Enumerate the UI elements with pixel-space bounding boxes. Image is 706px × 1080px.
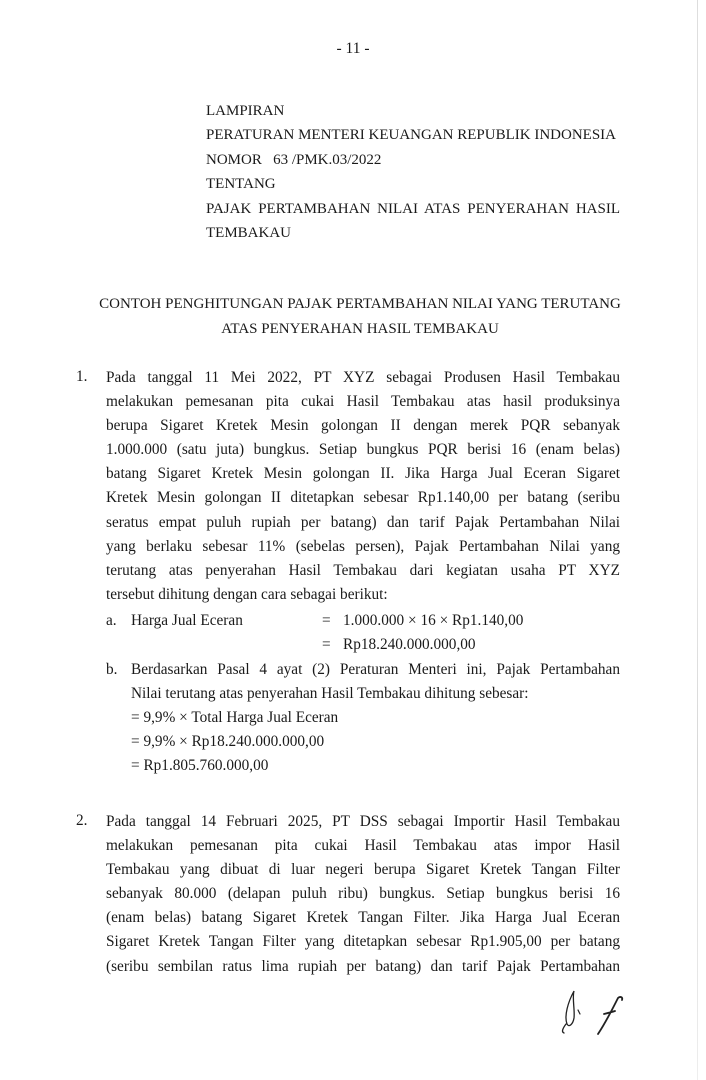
item1-line: yang berlaku sebesar 11% (sebelas persen), Pajak Pertambahan Nilai yang bbox=[106, 537, 620, 555]
item1-a-name: Harga Jual Eceran bbox=[131, 612, 243, 629]
item1-a-expr1: 1.000.000 × 16 × Rp1.140,00 bbox=[343, 612, 524, 629]
item1-paragraph bbox=[106, 366, 620, 607]
document-header bbox=[206, 99, 620, 245]
item1-b-label: b. bbox=[106, 661, 118, 678]
item2-line: (seribu sembilan ratus lima rupiah per batang) dan tarif Pajak Pertambahan bbox=[106, 957, 620, 975]
item2-line: Pada tanggal 14 Februari 2025, PT DSS sebagai Importir Hasil Tembakau bbox=[106, 813, 620, 830]
header-tentang: TENTANG bbox=[206, 176, 276, 193]
item1-line: Pada tanggal 11 Mei 2022, PT XYZ sebagai Produsen Hasil Tembakau bbox=[106, 369, 620, 386]
title-line2: ATAS PENYERAHAN HASIL TEMBAKAU bbox=[221, 321, 499, 337]
item1-b-text bbox=[131, 658, 620, 778]
item1-b-line1: Berdasarkan Pasal 4 ayat (2) Peraturan Menteri ini, Pajak Pertambahan bbox=[131, 661, 620, 678]
paraf-initials bbox=[560, 988, 632, 1040]
header-subject-line1: PAJAK PERTAMBAHAN NILAI ATAS PENYERAHAN HASIL bbox=[206, 200, 620, 217]
item1-a-expr2: Rp18.240.000.000,00 bbox=[343, 636, 476, 653]
item1-b-calc1: = 9,9% × Total Harga Jual Eceran bbox=[131, 709, 339, 727]
header-regulation: PERATURAN MENTERI KEUANGAN REPUBLIK INDONESIA bbox=[206, 127, 616, 144]
header-subject-line2: TEMBAKAU bbox=[206, 225, 291, 242]
scan-edge bbox=[697, 0, 698, 1080]
header-lampiran: LAMPIRAN bbox=[206, 103, 285, 119]
item2-line: Sigaret Kretek Tangan Filter yang ditetapkan sebesar Rp1.905,00 per batang bbox=[106, 933, 620, 951]
item1-line: melakukan pemesanan pita cukai Hasil Tembakau atas hasil produksinya bbox=[106, 393, 620, 411]
item2-line: (enam belas) batang Sigaret Kretek Tangan Filter. Jika Harga Jual Eceran bbox=[106, 909, 620, 927]
item2-number: 2. bbox=[76, 812, 88, 829]
item2-line: sebanyak 80.000 (delapan puluh ribu) bungkus. Setiap bungkus berisi 16 bbox=[106, 885, 620, 903]
item1-b-calc3: = Rp1.805.760.000,00 bbox=[131, 757, 269, 775]
item1-a-eq1: = bbox=[322, 612, 331, 629]
item1-line: Kretek Mesin golongan II ditetapkan sebesar Rp1.140,00 per batang (seribu bbox=[106, 489, 620, 507]
item2-line: melakukan pemesanan pita cukai Hasil Tembakau atas impor Hasil bbox=[106, 837, 620, 855]
item1-a-label: a. bbox=[106, 612, 117, 629]
item1-line: batang Sigaret Kretek Mesin golongan II. Jika Harga Jual Eceran Sigaret bbox=[106, 465, 620, 483]
title-line1: CONTOH PENGHITUNGAN PAJAK PERTAMBAHAN NILAI YANG TERUTANG bbox=[99, 296, 621, 312]
item2-line: Tembakau yang dibuat di luar negeri berupa Sigaret Kretek Tangan Filter bbox=[106, 861, 620, 879]
item1-line: terutang atas penyerahan Hasil Tembakau dari kegiatan usaha PT XYZ bbox=[106, 561, 620, 579]
header-number: NOMOR 63 /PMK.03/2022 bbox=[206, 151, 382, 168]
page-number: - 11 - bbox=[336, 40, 370, 57]
item1-line: berupa Sigaret Kretek Mesin golongan II dengan merek PQR sebanyak bbox=[106, 417, 620, 435]
item1-b-line2: Nilai terutang atas penyerahan Hasil Tembakau dihitung sebesar: bbox=[131, 685, 529, 703]
document-title bbox=[0, 292, 706, 342]
item1-b-calc2: = 9,9% × Rp18.240.000.000,00 bbox=[131, 733, 325, 751]
item1-line: seratus empat puluh rupiah per batang) dan tarif Pajak Pertambahan Nilai bbox=[106, 513, 620, 531]
item1-a-eq2: = bbox=[322, 636, 331, 653]
item1-line: 1.000.000 (satu juta) bungkus. Setiap bungkus PQR berisi 16 (enam belas) bbox=[106, 441, 620, 459]
item2-paragraph bbox=[106, 810, 620, 979]
item1-number: 1. bbox=[76, 368, 88, 385]
item1-line: tersebut dihitung dengan cara sebagai berikut: bbox=[106, 585, 388, 603]
